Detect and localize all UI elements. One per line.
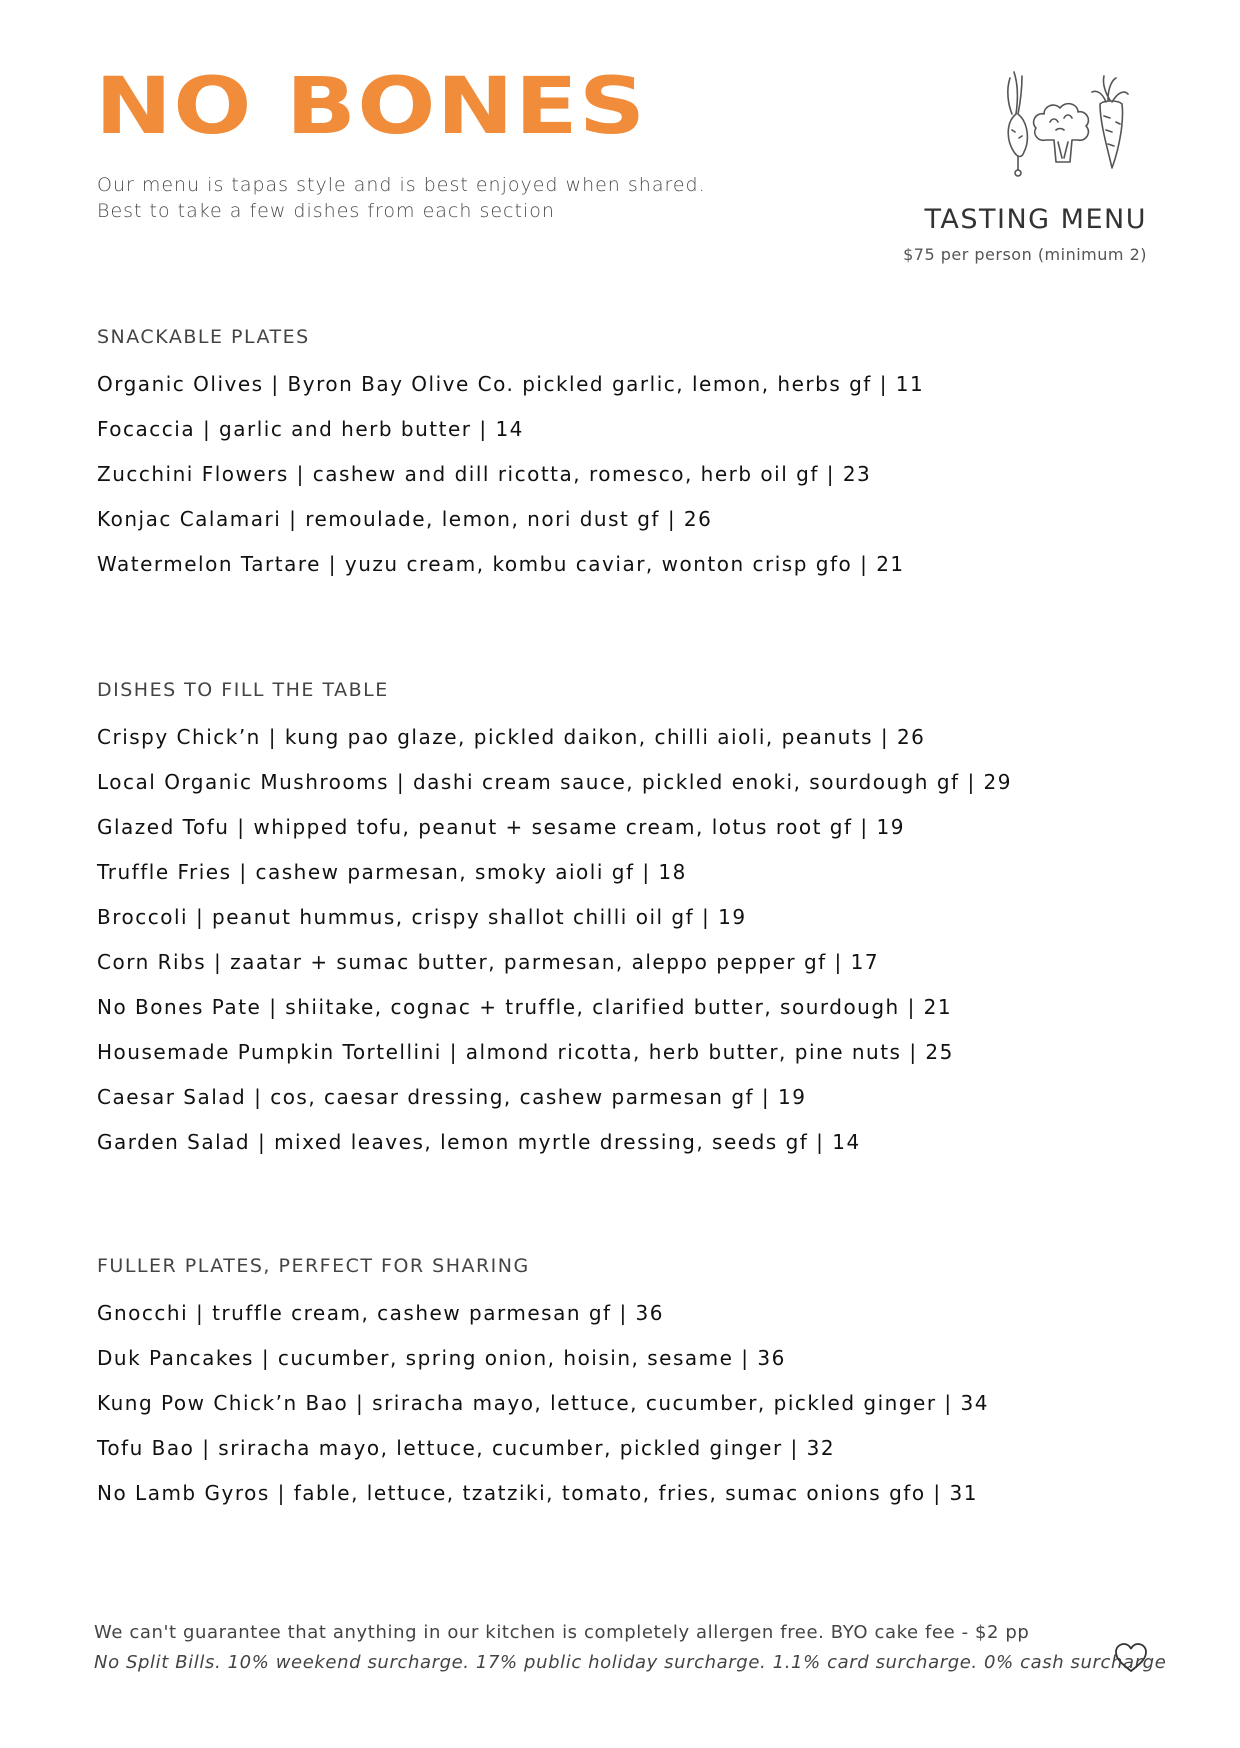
footer-notes [94,1618,1166,1678]
section-fuller-plates [97,1254,989,1516]
broccoli-icon [1034,104,1089,162]
menu-item: Konjac Calamari | remoulade, lemon, nori dust gf | 26 [97,507,713,531]
section-title: SNACKABLE PLATES [97,326,310,348]
menu-item: Focaccia | garlic and herb butter | 14 [97,417,524,441]
allergen-note: We can't guarantee that anything in our kitchen is completely allergen free. BYO cake fee - $2 pp [94,1622,1030,1643]
radish-icon [1008,72,1028,176]
menu-item: Glazed Tofu | whipped tofu, peanut + sesame cream, lotus root gf | 19 [97,815,905,839]
menu-item: Gnocchi | truffle cream, cashew parmesan gf | 36 [97,1301,664,1325]
menu-item: Organic Olives | Byron Bay Olive Co. pickled garlic, lemon, herbs gf | 11 [97,372,925,396]
section-dishes-to-fill-the-table [97,678,1012,1165]
intro-text [97,172,706,224]
menu-item: Caesar Salad | cos, caesar dressing, cashew parmesan gf | 19 [97,1085,807,1109]
menu-item: Housemade Pumpkin Tortellini | almond ricotta, herb butter, pine nuts | 25 [97,1040,954,1064]
vegetables-illustration-icon [992,70,1142,182]
menu-item: No Lamb Gyros | fable, lettuce, tzatziki, tomato, fries, sumac onions gfo | 31 [97,1481,978,1505]
brand-title: NO BONES [95,62,647,152]
menu-item: Local Organic Mushrooms | dashi cream sauce, pickled enoki, sourdough gf | 29 [97,770,1012,794]
menu-item: Tofu Bao | sriracha mayo, lettuce, cucumber, pickled ginger | 32 [97,1436,836,1460]
tasting-menu-title: TASTING MENU [924,204,1147,235]
section-title: DISHES TO FILL THE TABLE [97,679,389,701]
section-title: FULLER PLATES, PERFECT FOR SHARING [97,1255,530,1277]
menu-item: Crispy Chick’n | kung pao glaze, pickled daikon, chilli aioli, peanuts | 26 [97,725,926,749]
menu-item: Corn Ribs | zaatar + sumac butter, parmesan, aleppo pepper gf | 17 [97,950,880,974]
menu-item: Watermelon Tartare | yuzu cream, kombu caviar, wonton crisp gfo | 21 [97,552,905,576]
menu-item: Garden Salad | mixed leaves, lemon myrtle dressing, seeds gf | 14 [97,1130,861,1154]
intro-line-2: Best to take a few dishes from each section [97,200,555,222]
menu-item: Truffle Fries | cashew parmesan, smoky aioli gf | 18 [97,860,687,884]
section-snackable-plates [97,325,924,587]
menu-item: Kung Pow Chick’n Bao | sriracha mayo, lettuce, cucumber, pickled ginger | 34 [97,1391,989,1415]
carrot-icon [1092,76,1128,168]
heart-icon [1114,1642,1148,1674]
menu-item: Duk Pancakes | cucumber, spring onion, hoisin, sesame | 36 [97,1346,786,1370]
tasting-menu-price: $75 per person (minimum 2) [903,245,1147,264]
menu-item: Broccoli | peanut hummus, crispy shallot chilli oil gf | 19 [97,905,747,929]
menu-item: Zucchini Flowers | cashew and dill ricotta, romesco, herb oil gf | 23 [97,462,872,486]
menu-item: No Bones Pate | shiitake, cognac + truffle, clarified butter, sourdough | 21 [97,995,953,1019]
intro-line-1: Our menu is tapas style and is best enjoyed when shared. [97,174,706,196]
surcharge-note: No Split Bills. 10% weekend surcharge. 17% public holiday surcharge. 1.1% card surcharge. 0% cash surcharge [94,1652,1167,1673]
